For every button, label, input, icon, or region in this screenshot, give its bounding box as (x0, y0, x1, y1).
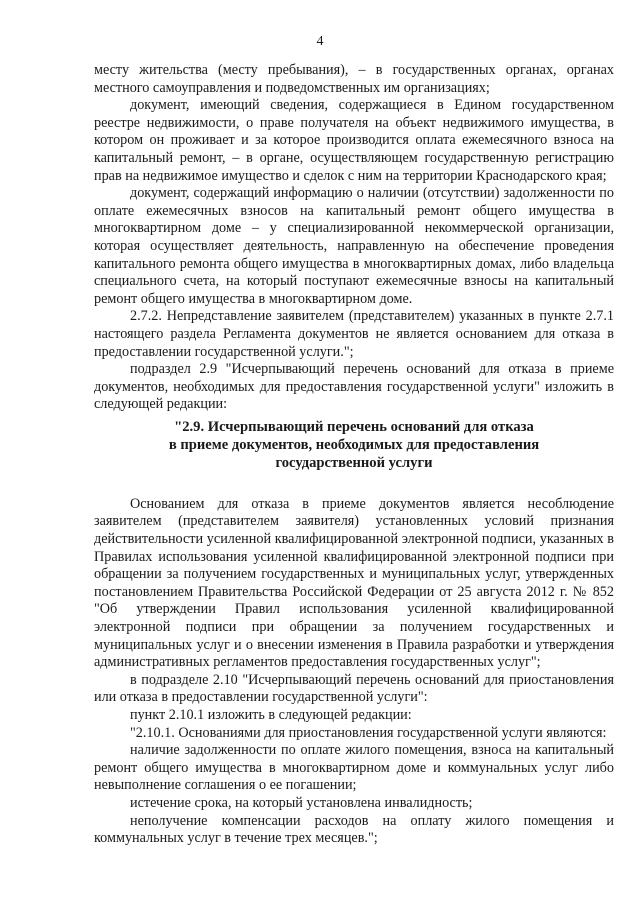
paragraph: истечение срока, на который установлена инвалидность; (130, 794, 473, 811)
section-heading-line: государственной услуги (275, 454, 433, 471)
section-heading-line: в приеме документов, необходимых для предоставления (168, 436, 540, 453)
paragraph: наличие задолженности по оплате жилого помещения, взноса на капитальный ремонт общего имущества в многоквартирном доме и коммунальных услуг либо невыполнение соглашения о ее погашении; (94, 742, 614, 794)
paragraph: Основанием для отказа в приеме документов является несоблюдение заявителем (представителем заявителя) установленных условий признания действительности усиленной квалифицированной электронной подписи, указанных в Правилах использования усиленной квалифицированной электронной подписи при обращении за получением государственных и муниципальных услуг, утвержденных постановлением Правительства Российской Федерации от 25 августа 2012 г. № 852 "Об утверждении Правил использования усиленной квалифицированной электронной подписи при обращении за получением государственных и муниципальных услуг и о внесении изменения в Правила разработки и утверждения административных регламентов предоставления государственных услуг"; (94, 495, 614, 671)
section-heading (94, 418, 614, 472)
paragraph: "2.10.1. Основаниями для приостановления государственной услуги являются: (130, 724, 607, 741)
page-number: 4 (316, 34, 324, 49)
paragraph: неполучение компенсации расходов на оплату жилого помещения и коммунальных услуг в течение трех месяцев."; (94, 812, 614, 847)
paragraph: месту жительства (месту пребывания), – в государственных органах, органах местного самоуправления и подведомственных им организациях; (94, 62, 614, 96)
paragraph: в подразделе 2.10 "Исчерпывающий перечень оснований для приостановления или отказа в предоставлении государственной услуги": (94, 671, 614, 706)
spacer (94, 472, 614, 496)
paragraph: пункт 2.10.1 изложить в следующей редакции: (130, 707, 412, 723)
paragraph: документ, содержащий информацию о наличии (отсутствии) задолженности по оплате ежемесячных взносов на капитальный ремонт общего имущества в многоквартирном доме – у специализированной некоммерческой организации, которая осуществляет деятельность, направленную на обеспечение проведения капитального ремонта общего имущества в многоквартирных домах, либо владельца специального счета, на который поступают ежемесячные взносы на капитальный ремонт общего имущества в многоквартирном доме. (94, 185, 614, 307)
section-heading-line: "2.9. Исчерпывающий перечень оснований для отказа (174, 418, 534, 435)
paragraph: подраздел 2.9 "Исчерпывающий перечень оснований для отказа в приеме документов, необходимых для предоставления государственной услуги" изложить в следующей редакции: (94, 361, 614, 413)
paragraph: документ, имеющий сведения, содержащиеся в Едином государственном реестре недвижимости, о праве получателя на объект недвижимого имущества, в котором он проживает и за которое производится оплата ежемесячного взноса на капитальный ремонт, – в органе, осуществляющем государственную регистрацию прав на недвижимое имущество и сделок с ним на территории Краснодарского края; (94, 97, 614, 184)
document-body (94, 62, 614, 848)
paragraph: 2.7.2. Непредставление заявителем (представителем) указанных в пункте 2.7.1 настоящего раздела Регламента документов не является основанием для отказа в предоставлении государственной услуги."; (94, 308, 614, 360)
